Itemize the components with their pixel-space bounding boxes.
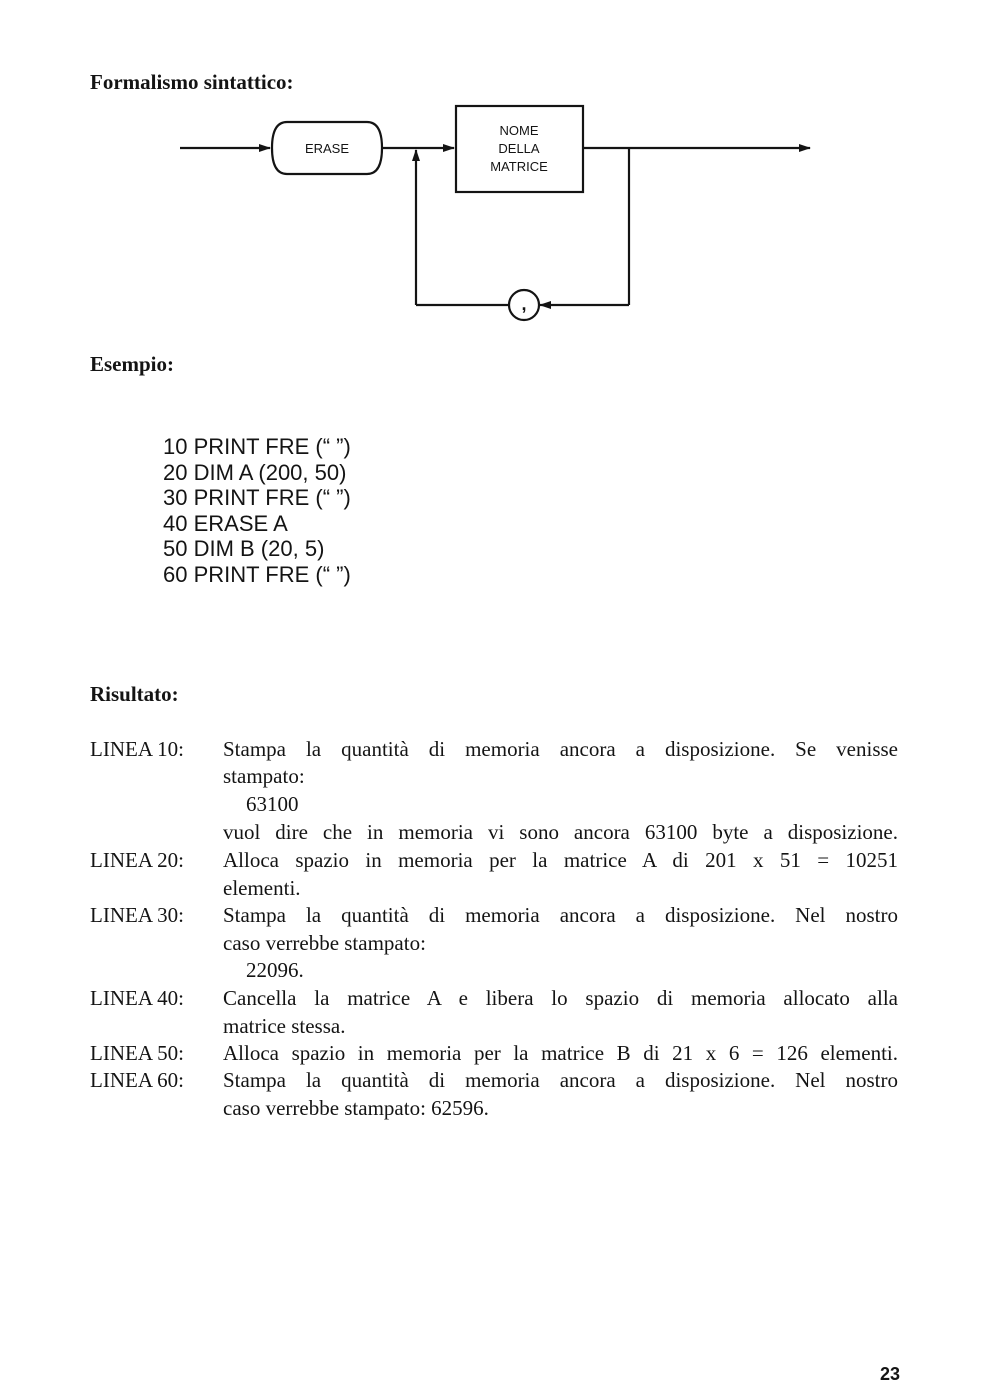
- code-line: 10 PRINT FRE (“ ”): [163, 434, 351, 459]
- result-text: stampato:: [223, 764, 305, 788]
- result-heading: Risultato:: [90, 682, 179, 706]
- code-line: 60 PRINT FRE (“ ”): [163, 561, 351, 587]
- page-number: 23: [879, 1364, 900, 1384]
- syntax-diagram: [170, 100, 830, 330]
- code-line: 20 DIM A (200, 50): [163, 459, 347, 485]
- code-line: 40 ERASE A: [163, 510, 288, 536]
- array-name-line-2: DELLA: [498, 141, 540, 156]
- result-text: Stampa la quantità di memoria ancora a disposizione. Nel nostro: [223, 1068, 898, 1092]
- example-heading: Esempio:: [90, 352, 174, 376]
- result-text: caso verrebbe stampato:: [223, 931, 426, 955]
- result-label: LINEA 50:: [90, 1041, 184, 1065]
- result-text: vuol dire che in memoria vi sono ancora 63100 byte a disposizione.: [223, 820, 898, 844]
- result-text: Stampa la quantità di memoria ancora a disposizione. Se venisse: [223, 737, 898, 761]
- result-text: caso verrebbe stampato: 62596.: [223, 1096, 489, 1120]
- result-text: Alloca spazio in memoria per la matrice A di 201 x 51 = 10251: [223, 848, 898, 872]
- result-value: 63100: [246, 792, 299, 816]
- code-example: [163, 434, 351, 587]
- result-text: elementi.: [223, 876, 301, 900]
- code-line: 50 DIM B (20, 5): [163, 536, 325, 561]
- result-value: 22096.: [246, 958, 304, 982]
- erase-keyword: ERASE: [304, 141, 350, 156]
- result-label: LINEA 20:: [90, 848, 184, 872]
- comma-separator: ,: [521, 294, 527, 314]
- array-name-line-3: MATRICE: [490, 159, 548, 174]
- result-text: Alloca spazio in memoria per la matrice B di 21 x 6 = 126 elementi.: [223, 1041, 898, 1065]
- result-text: Stampa la quantità di memoria ancora a disposizione. Nel nostro: [223, 903, 898, 927]
- result-label: LINEA 10:: [90, 737, 184, 761]
- result-label: LINEA 30:: [90, 903, 184, 927]
- result-text: matrice stessa.: [223, 1014, 346, 1038]
- result-label: LINEA 40:: [90, 986, 184, 1010]
- syntax-heading: Formalismo sintattico:: [90, 70, 294, 94]
- code-line: 30 PRINT FRE (“ ”): [163, 485, 351, 510]
- result-label: LINEA 60:: [90, 1068, 184, 1092]
- array-name-line-1: NOME: [499, 123, 539, 138]
- result-text: Cancella la matrice A e libera lo spazio di memoria allocato alla: [223, 986, 898, 1010]
